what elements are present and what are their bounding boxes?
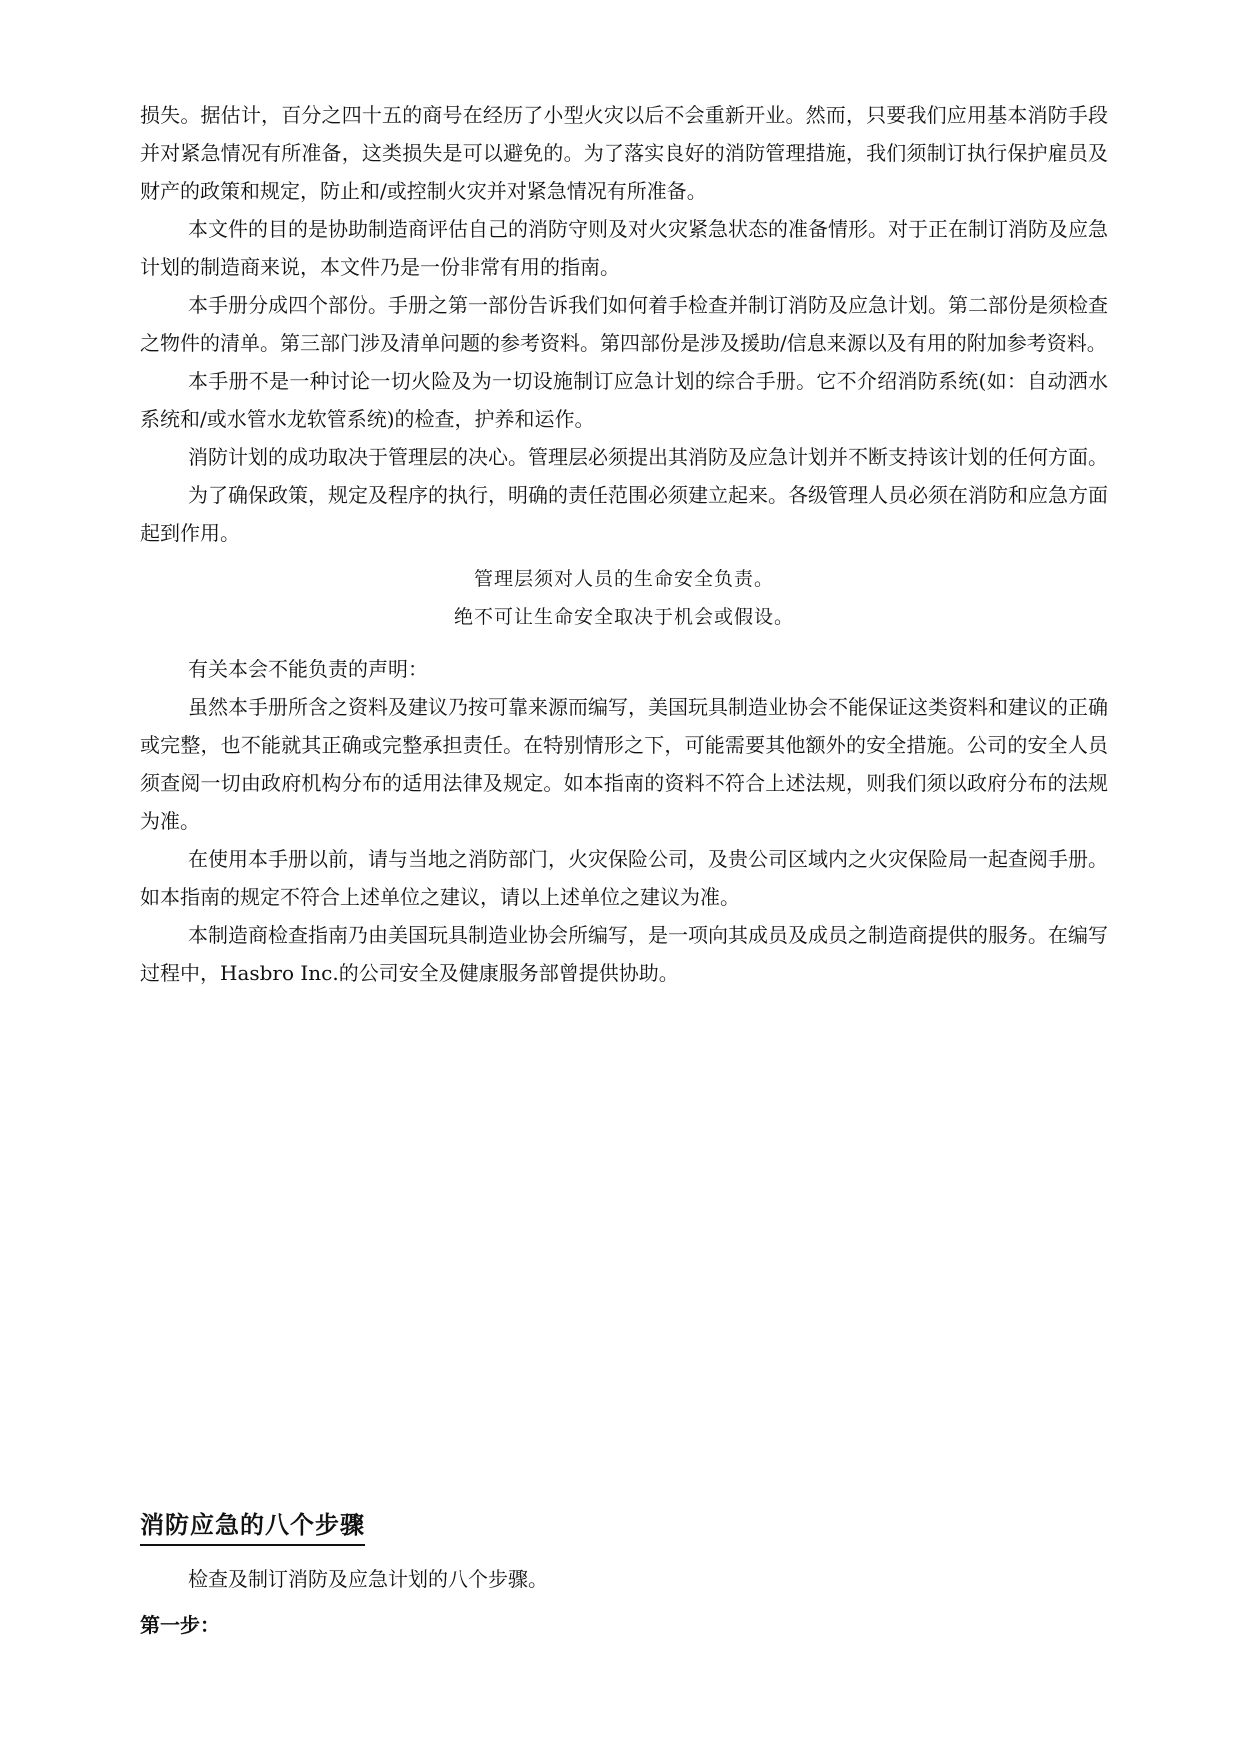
- section-heading: 消防应急的八个步骤: [140, 1508, 365, 1546]
- emphasis-line-1: 管理层须对人员的生命安全负责。: [473, 568, 774, 590]
- emphasis-line-2: 绝不可让生命安全取决于机会或假设。: [453, 606, 794, 628]
- section-intro: [140, 1560, 1108, 1598]
- disclaimer-paragraph: 虽然本手册所含之资料及建议乃按可靠来源而编写，美国玩具制造业协会不能保证这类资料和建议的正确或完整，也不能就其正确或完整承担责任。在特别情形之下，可能需要其他额外的安全措施。公司的安全人员须查阅一切由政府机构分布的适用法律及规定。如本指南的资料不符合上述法规，则我们须以政府分布的法规为准。: [140, 695, 1108, 833]
- disclaimer-title: 有关本会不能负责的声明：: [188, 657, 428, 681]
- consultation-paragraph: 在使用本手册以前，请与当地之消防部门，火灾保险公司，及贵公司区域内之火灾保险局一起查阅手册。如本指南的规定不符合上述单位之建议，请以上述单位之建议为准。: [140, 847, 1108, 909]
- paragraph-2: 本文件的目的是协助制造商评估自己的消防守则及对火灾紧急状态的准备情形。对于正在制订消防及应急计划的制造商来说，本文件乃是一份非常有用的指南。: [140, 217, 1108, 279]
- paragraph-1: 损失。据估计，百分之四十五的商号在经历了小型火灾以后不会重新开业。然而，只要我们应用基本消防手段并对紧急情况有所准备，这类损失是可以避免的。为了落实良好的消防管理措施，我们须制订执行保护雇员及财产的政策和规定，防止和/或控制火灾并对紧急情况有所准备。: [140, 103, 1108, 203]
- main-text: [140, 96, 1108, 992]
- section-intro-text: 检查及制订消防及应急计划的八个步骤。: [188, 1567, 548, 1591]
- step-one-label: 第一步：: [140, 1613, 220, 1637]
- paragraph-6: 为了确保政策，规定及程序的执行，明确的责任范围必须建立起来。各级管理人员必须在消防和应急方面起到作用。: [140, 483, 1108, 545]
- paragraph-3: 本手册分成四个部份。手册之第一部份告诉我们如何着手检查并制订消防及应急计划。第二部份是须检查之物件的清单。第三部门涉及清单问题的参考资料。第四部份是涉及援助/信息来源以及有用的附加参考资料。: [140, 293, 1108, 355]
- credits-paragraph: 本制造商检查指南乃由美国玩具制造业协会所编写，是一项向其成员及成员之制造商提供的服务。在编写过程中，Hasbro Inc.的公司安全及健康服务部曾提供协助。: [140, 923, 1108, 985]
- emphasis-block: [140, 560, 1108, 636]
- paragraph-4: 本手册不是一种讨论一切火险及为一切设施制订应急计划的综合手册。它不介绍消防系统(如：自动洒水系统和/或水管水龙软管系统)的检查，护养和运作。: [140, 369, 1108, 431]
- paragraph-5: 消防计划的成功取决于管理层的决心。管理层必须提出其消防及应急计划并不断支持该计划的任何方面。: [188, 445, 1108, 469]
